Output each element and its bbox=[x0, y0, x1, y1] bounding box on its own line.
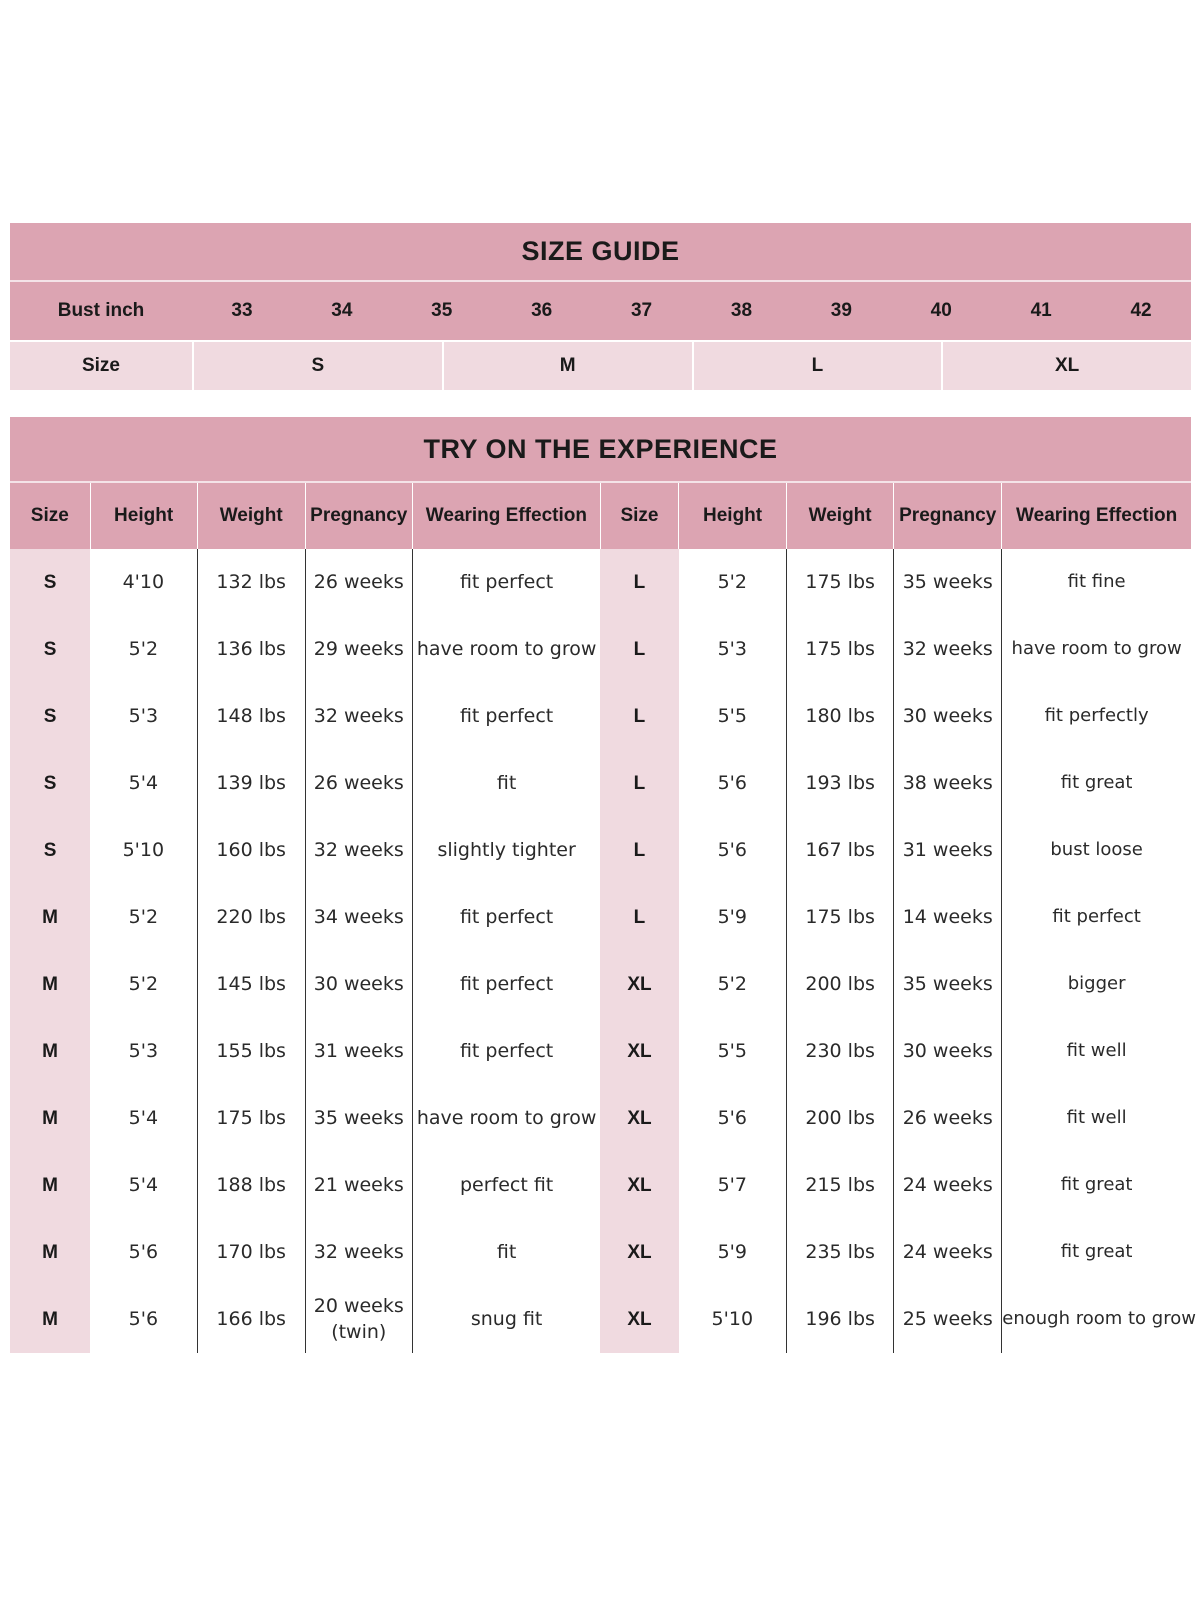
table-row bbox=[10, 817, 1191, 884]
wearing-effect-cell: bigger bbox=[1002, 951, 1191, 1018]
weight-cell: 139 lbs bbox=[197, 750, 305, 817]
weight-cell: 230 lbs bbox=[787, 1018, 894, 1085]
wearing-effect-cell: fit perfect bbox=[412, 951, 600, 1018]
weight-cell: 215 lbs bbox=[787, 1152, 894, 1219]
wearing-effect-cell: fit great bbox=[1002, 1152, 1191, 1219]
weight-cell: 155 lbs bbox=[197, 1018, 305, 1085]
height-cell: 5'3 bbox=[128, 1039, 159, 1062]
size-row bbox=[10, 342, 1191, 390]
height-cell: 5'6 bbox=[717, 771, 747, 794]
height-cell: 5'9 bbox=[717, 905, 747, 928]
weight-cell: 200 lbs bbox=[787, 951, 894, 1018]
column-header: Wearing Effection bbox=[412, 483, 600, 549]
pregnancy-cell: 32 weeks bbox=[305, 683, 412, 750]
size-cell: M bbox=[10, 951, 90, 1018]
pregnancy-cell: 20 weeks (twin) bbox=[305, 1286, 412, 1353]
column-header: Size bbox=[600, 483, 678, 549]
weight-cell: 136 lbs bbox=[197, 616, 305, 683]
height-cell: 5'2 bbox=[717, 972, 747, 995]
bust-inch-row bbox=[10, 282, 1191, 342]
weight-cell: 220 lbs bbox=[197, 884, 305, 951]
size-cell: M bbox=[10, 1219, 90, 1286]
wearing-effect-cell: fit well bbox=[1002, 1085, 1191, 1152]
wearing-effect-cell: fit great bbox=[1002, 1219, 1191, 1286]
size-cell: S bbox=[10, 817, 90, 884]
column-header: Height bbox=[679, 483, 787, 549]
height-cell: 4'10 bbox=[122, 570, 165, 593]
table-row bbox=[10, 1219, 1191, 1286]
size-value: L bbox=[692, 342, 942, 390]
table-row bbox=[10, 1018, 1191, 1085]
height-cell: 5'6 bbox=[717, 1106, 747, 1129]
pregnancy-cell: 21 weeks bbox=[305, 1152, 412, 1219]
size-cell: M bbox=[10, 1085, 90, 1152]
height-cell: 5'4 bbox=[128, 771, 159, 794]
pregnancy-cell: 24 weeks bbox=[894, 1152, 1002, 1219]
table-row bbox=[10, 884, 1191, 951]
size-cell: M bbox=[10, 1152, 90, 1219]
header-row bbox=[10, 483, 1191, 549]
wearing-effect-cell: fit perfect bbox=[1002, 884, 1191, 951]
height-cell: 5'2 bbox=[128, 972, 159, 995]
height-cell: 5'6 bbox=[128, 1240, 159, 1263]
pregnancy-cell: 38 weeks bbox=[894, 750, 1002, 817]
pregnancy-cell: 26 weeks bbox=[305, 549, 412, 616]
experience-table bbox=[10, 483, 1196, 1353]
pregnancy-cell: 35 weeks bbox=[894, 951, 1002, 1018]
bust-value: 33 bbox=[231, 300, 253, 321]
size-cell: L bbox=[600, 549, 678, 616]
pregnancy-cell: 26 weeks bbox=[894, 1085, 1002, 1152]
bust-value: 42 bbox=[1130, 300, 1152, 321]
weight-cell: 167 lbs bbox=[787, 817, 894, 884]
pregnancy-cell: 30 weeks bbox=[894, 683, 1002, 750]
weight-cell: 200 lbs bbox=[787, 1085, 894, 1152]
wearing-effect-cell: perfect fit bbox=[412, 1152, 600, 1219]
height-cell: 5'10 bbox=[711, 1307, 754, 1330]
pregnancy-cell: 32 weeks bbox=[894, 616, 1002, 683]
size-cell: XL bbox=[600, 951, 678, 1018]
bust-value: 39 bbox=[830, 300, 852, 321]
height-cell: 5'5 bbox=[717, 1039, 747, 1062]
wearing-effect-cell: have room to grow bbox=[412, 616, 600, 683]
wearing-effect-cell: slightly tighter bbox=[412, 817, 600, 884]
weight-cell: 175 lbs bbox=[787, 616, 894, 683]
wearing-effect-cell: fit bbox=[412, 750, 600, 817]
weight-cell: 188 lbs bbox=[197, 1152, 305, 1219]
pregnancy-cell: 26 weeks bbox=[305, 750, 412, 817]
height-cell: 5'7 bbox=[717, 1173, 747, 1196]
pregnancy-cell: 32 weeks bbox=[305, 817, 412, 884]
size-cell: M bbox=[10, 1286, 90, 1353]
wearing-effect-cell: have room to grow bbox=[412, 1085, 600, 1152]
pregnancy-cell: 31 weeks bbox=[305, 1018, 412, 1085]
table-row bbox=[10, 549, 1191, 616]
bust-value: 37 bbox=[630, 300, 653, 321]
table-row bbox=[10, 1085, 1191, 1152]
size-cell: M bbox=[10, 884, 90, 951]
height-cell: 5'5 bbox=[717, 704, 747, 727]
pregnancy-cell: 30 weeks bbox=[305, 951, 412, 1018]
column-header: Pregnancy bbox=[305, 483, 412, 549]
wearing-effect-cell: fit fine bbox=[1002, 549, 1191, 616]
size-cell: XL bbox=[600, 1018, 678, 1085]
size-cell: S bbox=[10, 683, 90, 750]
column-header: Weight bbox=[787, 483, 894, 549]
size-cell: XL bbox=[600, 1085, 678, 1152]
weight-cell: 175 lbs bbox=[197, 1085, 305, 1152]
height-cell: 5'2 bbox=[128, 637, 159, 660]
table-row bbox=[10, 750, 1191, 817]
size-label: Size bbox=[10, 342, 192, 390]
table-row bbox=[10, 683, 1191, 750]
size-cell: L bbox=[600, 616, 678, 683]
wearing-effect-cell: enough room to grow bbox=[1002, 1286, 1191, 1353]
size-cell: L bbox=[600, 884, 678, 951]
size-value: XL bbox=[941, 342, 1191, 390]
wearing-effect-cell: fit bbox=[412, 1219, 600, 1286]
height-cell: 5'2 bbox=[717, 570, 747, 593]
column-header: Weight bbox=[197, 483, 305, 549]
size-cell: S bbox=[10, 549, 90, 616]
weight-cell: 193 lbs bbox=[787, 750, 894, 817]
wearing-effect-cell: bust loose bbox=[1002, 817, 1191, 884]
size-cell: L bbox=[600, 683, 678, 750]
bust-value: 36 bbox=[531, 300, 553, 321]
height-cell: 5'4 bbox=[128, 1173, 159, 1196]
weight-cell: 170 lbs bbox=[197, 1219, 305, 1286]
weight-cell: 180 lbs bbox=[787, 683, 894, 750]
weight-cell: 166 lbs bbox=[197, 1286, 305, 1353]
height-cell: 5'3 bbox=[128, 704, 159, 727]
size-cell: XL bbox=[600, 1152, 678, 1219]
weight-cell: 175 lbs bbox=[787, 549, 894, 616]
experience-table-body bbox=[10, 549, 1196, 1353]
size-cell: L bbox=[600, 817, 678, 884]
size-cell: S bbox=[10, 616, 90, 683]
weight-cell: 160 lbs bbox=[197, 817, 305, 884]
table-row bbox=[10, 1286, 1191, 1353]
size-cell: XL bbox=[600, 1286, 678, 1353]
height-cell: 5'2 bbox=[128, 905, 159, 928]
table-row bbox=[10, 1152, 1191, 1219]
bust-inch-label: Bust inch bbox=[57, 300, 145, 321]
column-header: Pregnancy bbox=[894, 483, 1002, 549]
weight-cell: 132 lbs bbox=[197, 549, 305, 616]
wearing-effect-cell: fit perfectly bbox=[1002, 683, 1191, 750]
weight-cell: 235 lbs bbox=[787, 1219, 894, 1286]
column-header: Wearing Effection bbox=[1002, 483, 1191, 549]
table-row bbox=[10, 616, 1191, 683]
try-on-title: TRY ON THE EXPERIENCE bbox=[10, 417, 1191, 483]
height-cell: 5'6 bbox=[717, 838, 747, 861]
weight-cell: 148 lbs bbox=[197, 683, 305, 750]
height-cell: 5'9 bbox=[717, 1240, 747, 1263]
height-cell: 5'6 bbox=[128, 1307, 159, 1330]
bust-value: 38 bbox=[730, 300, 753, 321]
pregnancy-cell: 29 weeks bbox=[305, 616, 412, 683]
weight-cell: 196 lbs bbox=[787, 1286, 894, 1353]
wearing-effect-cell: fit well bbox=[1002, 1018, 1191, 1085]
pregnancy-cell: 30 weeks bbox=[894, 1018, 1002, 1085]
table-row bbox=[10, 951, 1191, 1018]
pregnancy-cell: 35 weeks bbox=[894, 549, 1002, 616]
size-cell: XL bbox=[600, 1219, 678, 1286]
height-cell: 5'10 bbox=[122, 838, 165, 861]
size-cell: S bbox=[10, 750, 90, 817]
bust-value: 40 bbox=[930, 300, 952, 321]
weight-cell: 145 lbs bbox=[197, 951, 305, 1018]
pregnancy-cell: 25 weeks bbox=[894, 1286, 1002, 1353]
bust-value: 35 bbox=[431, 300, 453, 321]
size-value: M bbox=[442, 342, 692, 390]
wearing-effect-cell: fit perfect bbox=[412, 549, 600, 616]
size-cell: M bbox=[10, 1018, 90, 1085]
height-cell: 5'4 bbox=[128, 1106, 159, 1129]
height-cell: 5'3 bbox=[717, 637, 747, 660]
wearing-effect-cell: fit perfect bbox=[412, 683, 600, 750]
pregnancy-cell: 32 weeks bbox=[305, 1219, 412, 1286]
bust-value: 34 bbox=[331, 300, 353, 321]
pregnancy-cell: 31 weeks bbox=[894, 817, 1002, 884]
wearing-effect-cell: fit perfect bbox=[412, 884, 600, 951]
wearing-effect-cell: have room to grow bbox=[1002, 616, 1191, 683]
try-on-experience-table bbox=[10, 417, 1196, 1353]
column-header: Size bbox=[10, 483, 90, 549]
wearing-effect-cell: snug fit bbox=[412, 1286, 600, 1353]
pregnancy-cell: 14 weeks bbox=[894, 884, 1002, 951]
bust-value: 41 bbox=[1030, 300, 1052, 321]
pregnancy-cell: 34 weeks bbox=[305, 884, 412, 951]
pregnancy-cell: 35 weeks bbox=[305, 1085, 412, 1152]
size-guide-title: SIZE GUIDE bbox=[10, 223, 1191, 282]
wearing-effect-cell: fit perfect bbox=[412, 1018, 600, 1085]
size-cell: L bbox=[600, 750, 678, 817]
column-header: Height bbox=[90, 483, 197, 549]
size-guide-table bbox=[10, 223, 1191, 390]
pregnancy-cell: 24 weeks bbox=[894, 1219, 1002, 1286]
weight-cell: 175 lbs bbox=[787, 884, 894, 951]
size-value: S bbox=[192, 342, 442, 390]
wearing-effect-cell: fit great bbox=[1002, 750, 1191, 817]
